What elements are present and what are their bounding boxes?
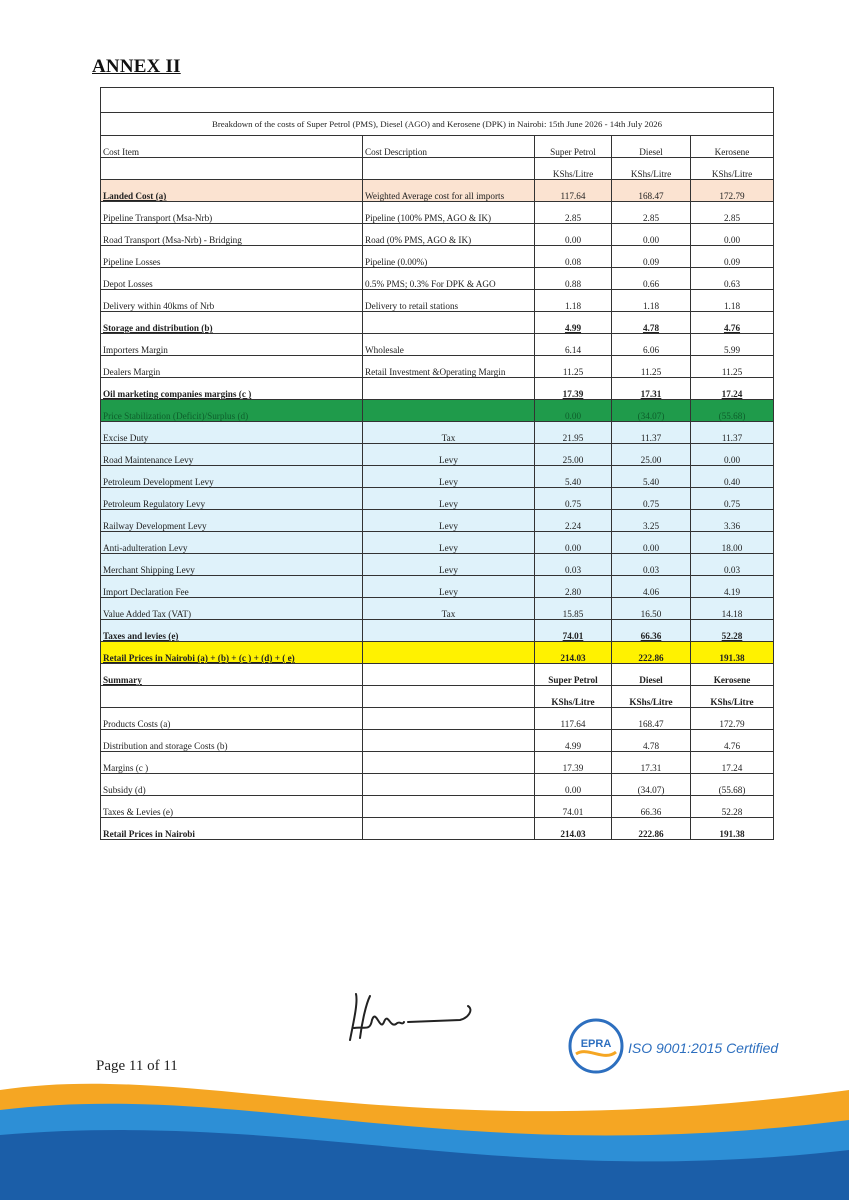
summary-units-row [101,686,774,708]
row-item: Railway Development Levy [101,510,363,532]
value-super-petrol: 0.00 [535,400,612,422]
row-item: Pipeline Transport (Msa-Nrb) [101,202,363,224]
value-kerosene: 0.03 [691,554,774,576]
value-super-petrol: 2.24 [535,510,612,532]
summary-item: Margins (c ) [101,752,363,774]
value-super-petrol: 2.85 [535,202,612,224]
row-importers-margin [101,334,774,356]
value-kerosene: 0.63 [691,268,774,290]
summary-row-subsidy [101,774,774,796]
row-desc: Tax [363,598,535,620]
value-kerosene: 191.38 [691,642,774,664]
value-diesel: 16.50 [612,598,691,620]
row-excise-duty [101,422,774,444]
value-super-petrol: 0.75 [535,488,612,510]
row-item: Taxes and levies (e) [101,620,363,642]
summary-row-retail-prices [101,818,774,840]
value-super-petrol: 0.88 [535,268,612,290]
row-landed-cost [101,180,774,202]
blank-row [101,88,774,113]
value-super-petrol: 15.85 [535,598,612,620]
value-diesel: 4.06 [612,576,691,598]
row-dealers-margin [101,356,774,378]
row-item: Importers Margin [101,334,363,356]
value-diesel: 5.40 [612,466,691,488]
row-road-transport [101,224,774,246]
value-super-petrol: 21.95 [535,422,612,444]
value-diesel: 11.25 [612,356,691,378]
value-diesel: 4.78 [612,312,691,334]
value-diesel: 0.66 [612,268,691,290]
row-item: Excise Duty [101,422,363,444]
value-kerosene: 17.24 [691,378,774,400]
value-super-petrol: 4.99 [535,312,612,334]
summary-value-super-petrol: 0.00 [535,774,612,796]
value-diesel: 6.06 [612,334,691,356]
row-item: Retail Prices in Nairobi (a) + (b) + (c ) + (d) + ( e) [101,642,363,664]
row-item: Oil marketing companies margins (c ) [101,378,363,400]
header-row [101,136,774,158]
summary-unit-diesel: KShs/Litre [612,686,691,708]
value-super-petrol: 214.03 [535,642,612,664]
summary-value-super-petrol: 4.99 [535,730,612,752]
row-item: Dealers Margin [101,356,363,378]
row-delivery [101,290,774,312]
row-desc: Pipeline (0.00%) [363,246,535,268]
summary-unit-super-petrol: KShs/Litre [535,686,612,708]
summary-value-kerosene: 172.79 [691,708,774,730]
value-super-petrol: 1.18 [535,290,612,312]
value-kerosene: 0.40 [691,466,774,488]
summary-label: Summary [101,664,363,686]
value-super-petrol: 0.00 [535,224,612,246]
row-desc: 0.5% PMS; 0.3% For DPK & AGO [363,268,535,290]
value-kerosene: 172.79 [691,180,774,202]
value-kerosene: 1.18 [691,290,774,312]
value-diesel: 1.18 [612,290,691,312]
iso-certification: ISO 9001:2015 Certified [628,1040,779,1056]
value-kerosene: 18.00 [691,532,774,554]
row-item: Storage and distribution (b) [101,312,363,334]
row-pipeline-transport [101,202,774,224]
annex-title: ANNEX II [92,56,181,77]
value-super-petrol: 6.14 [535,334,612,356]
value-super-petrol: 2.80 [535,576,612,598]
summary-value-diesel: 66.36 [612,796,691,818]
value-kerosene: 2.85 [691,202,774,224]
row-item: Road Maintenance Levy [101,444,363,466]
unit-kerosene: KShs/Litre [691,158,774,180]
summary-value-kerosene: (55.68) [691,774,774,796]
value-diesel: 168.47 [612,180,691,202]
summary-header-diesel: Diesel [612,664,691,686]
row-vat [101,598,774,620]
row-item: Petroleum Development Levy [101,466,363,488]
row-omc-margins [101,378,774,400]
row-item: Anti-adulteration Levy [101,532,363,554]
summary-value-kerosene: 52.28 [691,796,774,818]
row-retail-prices [101,642,774,664]
value-kerosene: 3.36 [691,510,774,532]
summary-unit-kerosene: KShs/Litre [691,686,774,708]
value-kerosene: 11.37 [691,422,774,444]
row-desc [363,378,535,400]
summary-header-row [101,664,774,686]
summary-row-distribution-storage [101,730,774,752]
summary-value-diesel: 17.31 [612,752,691,774]
value-kerosene: 4.19 [691,576,774,598]
value-kerosene: 0.75 [691,488,774,510]
row-desc: Delivery to retail stations [363,290,535,312]
signature [340,990,490,1050]
row-item: Merchant Shipping Levy [101,554,363,576]
value-diesel: 11.37 [612,422,691,444]
row-desc: Levy [363,554,535,576]
row-item: Import Declaration Fee [101,576,363,598]
value-diesel: 0.00 [612,532,691,554]
summary-value-diesel: 222.86 [612,818,691,840]
row-item: Road Transport (Msa-Nrb) - Bridging [101,224,363,246]
value-kerosene: 0.09 [691,246,774,268]
value-super-petrol: 11.25 [535,356,612,378]
svg-text:EPRA: EPRA [580,1038,612,1050]
value-kerosene: 4.76 [691,312,774,334]
row-desc: Tax [363,422,535,444]
row-taxes-and-levies [101,620,774,642]
row-desc: Pipeline (100% PMS, AGO & IK) [363,202,535,224]
row-merchant-shipping-levy [101,554,774,576]
row-item: Delivery within 40kms of Nrb [101,290,363,312]
value-super-petrol: 5.40 [535,466,612,488]
summary-value-super-petrol: 74.01 [535,796,612,818]
value-super-petrol: 0.03 [535,554,612,576]
value-kerosene: 5.99 [691,334,774,356]
header-cost-description: Cost Description [363,136,535,158]
value-diesel: 0.03 [612,554,691,576]
value-super-petrol: 117.64 [535,180,612,202]
value-super-petrol: 0.00 [535,532,612,554]
row-import-declaration-fee [101,576,774,598]
value-diesel: 0.09 [612,246,691,268]
value-super-petrol: 17.39 [535,378,612,400]
summary-item: Products Costs (a) [101,708,363,730]
value-diesel: 0.00 [612,224,691,246]
row-item: Pipeline Losses [101,246,363,268]
row-petroleum-regulatory-levy [101,488,774,510]
value-kerosene: 11.25 [691,356,774,378]
summary-value-diesel: 168.47 [612,708,691,730]
summary-row-margins [101,752,774,774]
row-item: Landed Cost (a) [101,180,363,202]
header-super-petrol: Super Petrol [535,136,612,158]
value-kerosene: (55.68) [691,400,774,422]
row-road-maintenance-levy [101,444,774,466]
summary-item: Taxes & Levies (e) [101,796,363,818]
summary-value-super-petrol: 17.39 [535,752,612,774]
cost-breakdown-table [100,87,774,840]
row-desc: Retail Investment &Operating Margin [363,356,535,378]
summary-header-kerosene: Kerosene [691,664,774,686]
value-diesel: 222.86 [612,642,691,664]
value-diesel: 2.85 [612,202,691,224]
value-diesel: 3.25 [612,510,691,532]
row-depot-losses [101,268,774,290]
row-petroleum-development-levy [101,466,774,488]
row-desc: Levy [363,488,535,510]
value-super-petrol: 0.08 [535,246,612,268]
row-desc [363,312,535,334]
row-desc [363,620,535,642]
row-desc: Wholesale [363,334,535,356]
value-diesel: 0.75 [612,488,691,510]
row-desc: Levy [363,576,535,598]
summary-header-super-petrol: Super Petrol [535,664,612,686]
row-desc: Levy [363,532,535,554]
row-pipeline-losses [101,246,774,268]
summary-value-kerosene: 4.76 [691,730,774,752]
row-desc [363,642,535,664]
value-diesel: 25.00 [612,444,691,466]
caption-row [101,113,774,136]
row-desc: Weighted Average cost for all imports [363,180,535,202]
row-anti-adulteration-levy [101,532,774,554]
row-desc: Levy [363,510,535,532]
unit-super-petrol: KShs/Litre [535,158,612,180]
header-kerosene: Kerosene [691,136,774,158]
summary-item: Subsidy (d) [101,774,363,796]
row-item: Petroleum Regulatory Levy [101,488,363,510]
summary-row-products-costs [101,708,774,730]
units-row [101,158,774,180]
summary-value-diesel: 4.78 [612,730,691,752]
value-diesel: 17.31 [612,378,691,400]
row-item: Value Added Tax (VAT) [101,598,363,620]
row-item: Price Stabilization (Deficit)/Surplus (d) [101,400,363,422]
row-price-stabilization [101,400,774,422]
value-kerosene: 0.00 [691,224,774,246]
value-kerosene: 14.18 [691,598,774,620]
row-railway-development-levy [101,510,774,532]
row-item: Depot Losses [101,268,363,290]
summary-row-taxes-levies [101,796,774,818]
row-desc: Levy [363,466,535,488]
row-storage-distribution [101,312,774,334]
summary-value-kerosene: 17.24 [691,752,774,774]
value-super-petrol: 74.01 [535,620,612,642]
page-number: Page 11 of 11 [96,1058,178,1074]
value-super-petrol: 25.00 [535,444,612,466]
epra-logo [566,1016,626,1076]
summary-value-diesel: (34.07) [612,774,691,796]
value-diesel: 66.36 [612,620,691,642]
value-kerosene: 52.28 [691,620,774,642]
summary-value-super-petrol: 117.64 [535,708,612,730]
header-cost-item: Cost Item [101,136,363,158]
header-diesel: Diesel [612,136,691,158]
summary-item: Retail Prices in Nairobi [101,818,363,840]
summary-value-super-petrol: 214.03 [535,818,612,840]
row-desc [363,400,535,422]
value-kerosene: 0.00 [691,444,774,466]
row-desc: Levy [363,444,535,466]
row-desc: Road (0% PMS, AGO & IK) [363,224,535,246]
summary-item: Distribution and storage Costs (b) [101,730,363,752]
unit-diesel: KShs/Litre [612,158,691,180]
summary-value-kerosene: 191.38 [691,818,774,840]
value-diesel: (34.07) [612,400,691,422]
table-caption: Breakdown of the costs of Super Petrol (PMS), Diesel (AGO) and Kerosene (DPK) in Nairobi: 15th June 2026 - 14th July 2026 [101,113,774,136]
